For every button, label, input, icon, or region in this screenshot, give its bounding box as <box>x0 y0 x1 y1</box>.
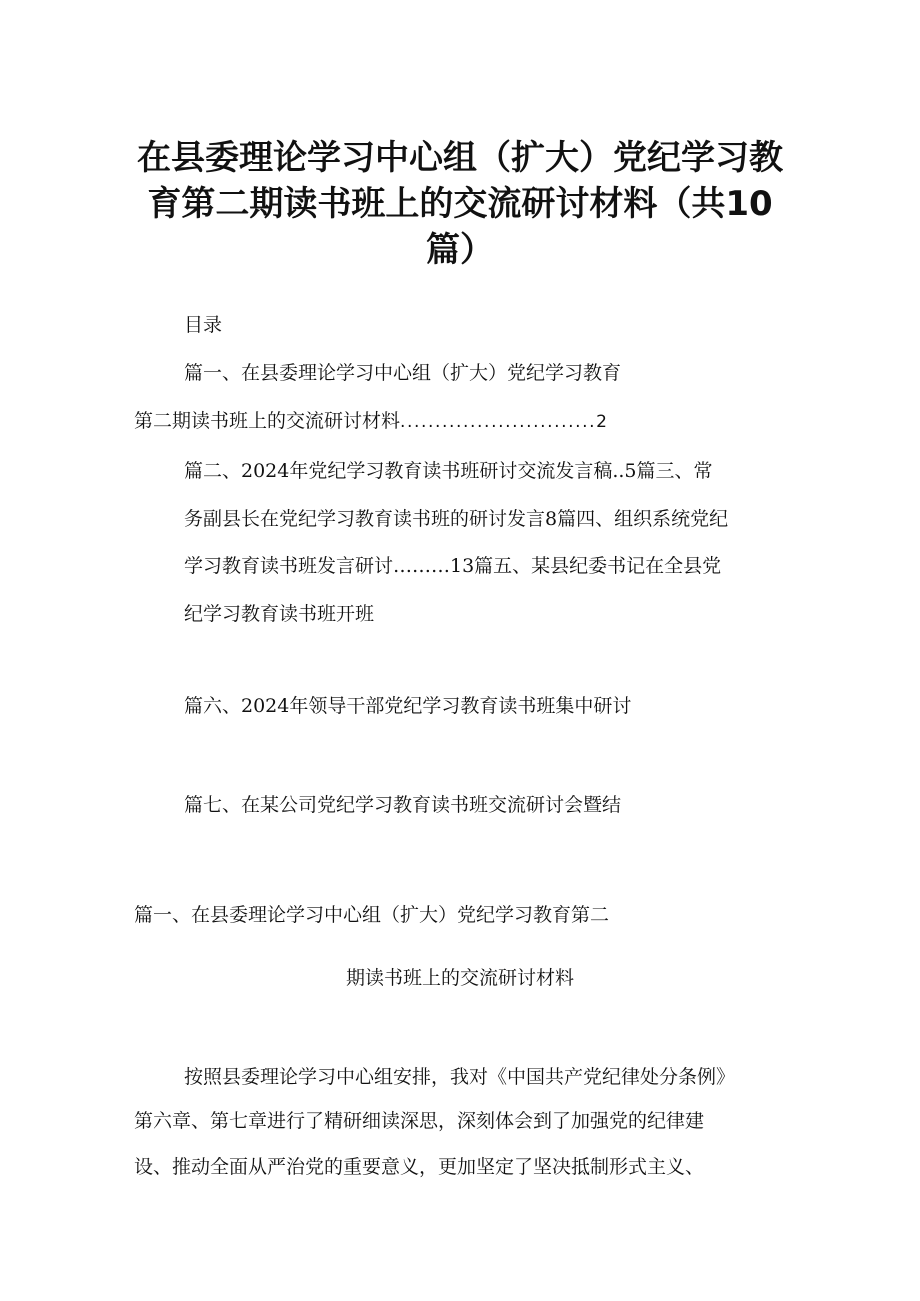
body-paragraph-line-3: 设、推动全面从严治党的重要意义，更加坚定了坚决抵制形式主义、 <box>134 1156 705 1178</box>
title-line-1: 在县委理论学习中心组（扩大）党纪学习教 <box>137 138 783 178</box>
body-paragraph-line-2: 第六章、第七章进行了精研细读深思，深刻体会到了加强党的纪律建 <box>134 1110 705 1132</box>
toc-item-2-line-4[interactable]: 纪学习教育读书班开班 <box>184 603 375 625</box>
toc-item-2-line-1[interactable]: 篇二、2024年党纪学习教育读书班研讨交流发言稿..5篇三、常 <box>184 460 713 482</box>
document-title <box>0 135 920 273</box>
toc-item-1-line-1[interactable]: 篇一、在县委理论学习中心组（扩大）党纪学习教育 <box>184 362 622 384</box>
toc-item-1-line-2[interactable] <box>134 409 607 434</box>
toc-item-1-leader-dots: ............................ <box>400 412 597 432</box>
body-paragraph-line-1: 按照县委理论学习中心组安排，我对《中国共产党纪律处分条例》 <box>184 1066 736 1088</box>
toc-item-1-page: 2 <box>596 412 607 432</box>
toc-label: 目录 <box>184 314 223 336</box>
toc-item-7[interactable]: 篇七、在某公司党纪学习教育读书班交流研讨会暨结 <box>184 794 622 816</box>
toc-item-1-text: 第二期读书班上的交流研讨材料 <box>134 410 401 432</box>
title-line-2: 育第二期读书班上的交流研讨材料（共10 <box>147 184 773 224</box>
toc-item-2-line-3[interactable]: 学习教育读书班发言研讨………13篇五、某县纪委书记在全县党 <box>184 555 722 577</box>
section-heading-line-2: 期读书班上的交流研讨材料 <box>345 967 574 989</box>
toc-item-2-line-2[interactable]: 务副县长在党纪学习教育读书班的研讨发言8篇四、组织系统党纪 <box>184 508 729 530</box>
title-line-3: 篇） <box>426 230 494 270</box>
section-heading-line-1: 篇一、在县委理论学习中心组（扩大）党纪学习教育第二 <box>134 904 610 926</box>
toc-item-6[interactable]: 篇六、2024年领导干部党纪学习教育读书班集中研讨 <box>184 695 632 717</box>
